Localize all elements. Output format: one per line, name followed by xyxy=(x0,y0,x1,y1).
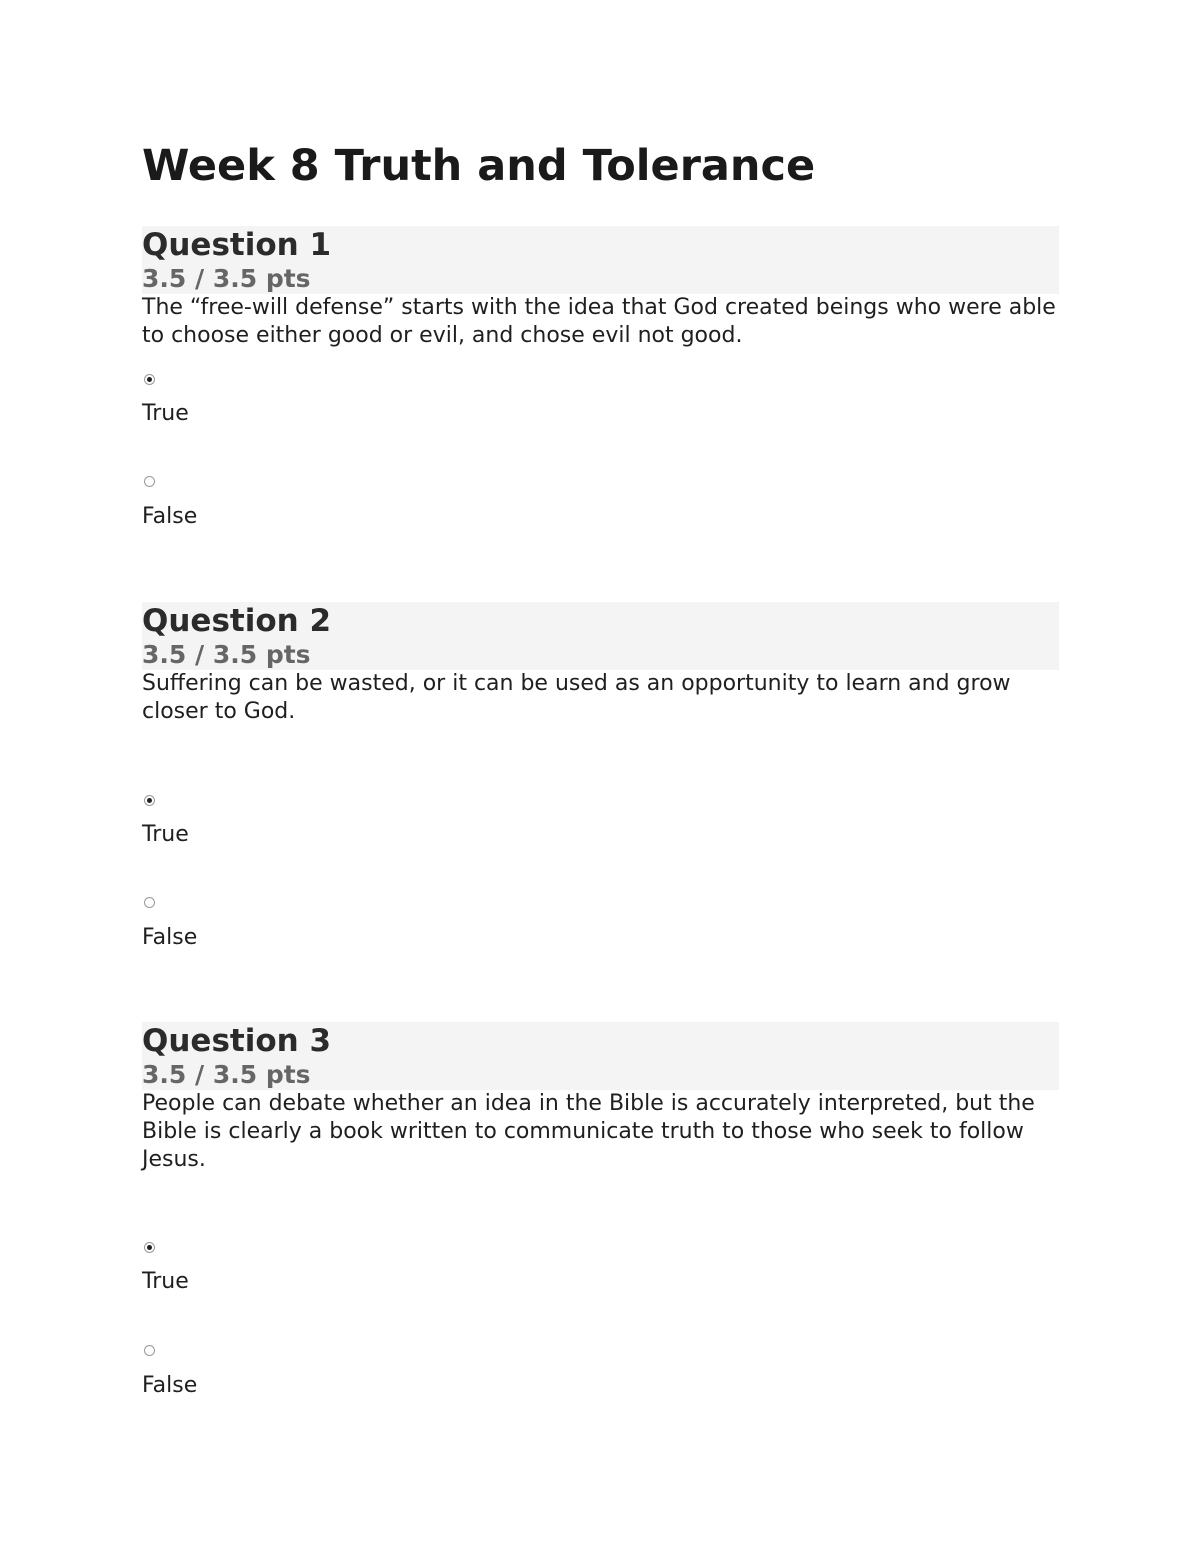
question-text: Suffering can be wasted, or it can be used as an opportunity to learn and grow closer to God. xyxy=(142,671,1011,724)
question-title: Question 3 xyxy=(142,1023,332,1059)
radio-selected-icon[interactable] xyxy=(144,374,155,385)
question-title: Question 2 xyxy=(142,603,332,639)
answer-label: False xyxy=(142,925,198,950)
radio-unselected-icon[interactable] xyxy=(144,476,155,487)
question-title: Question 1 xyxy=(142,227,332,263)
radio-unselected-icon[interactable] xyxy=(144,1345,155,1356)
answer-label: True xyxy=(142,822,189,847)
question-points: 3.5 / 3.5 pts xyxy=(142,640,311,669)
question-2 xyxy=(142,602,1059,950)
question-points: 3.5 / 3.5 pts xyxy=(142,1060,311,1089)
question-1 xyxy=(142,226,1059,529)
page-title: Week 8 Truth and Tolerance xyxy=(142,141,816,191)
question-header xyxy=(142,226,1059,294)
question-header xyxy=(142,1022,1059,1090)
radio-selected-icon[interactable] xyxy=(144,795,155,806)
question-text: The “free-will defense” starts with the idea that God created beings who were able to choose either good or evil, and chose evil not good. xyxy=(142,295,1056,348)
question-3 xyxy=(142,1022,1059,1398)
radio-selected-icon[interactable] xyxy=(144,1242,155,1253)
answer-label: False xyxy=(142,504,198,529)
answer-label: True xyxy=(142,1269,189,1294)
question-text: People can debate whether an idea in the Bible is accurately interpreted, but the Bible is clearly a book written to communicate truth to those who seek to follow Jesus. xyxy=(142,1091,1035,1172)
question-points: 3.5 / 3.5 pts xyxy=(142,264,311,293)
radio-unselected-icon[interactable] xyxy=(144,897,155,908)
question-header xyxy=(142,602,1059,670)
answer-label: True xyxy=(142,401,189,426)
answer-label: False xyxy=(142,1373,198,1398)
